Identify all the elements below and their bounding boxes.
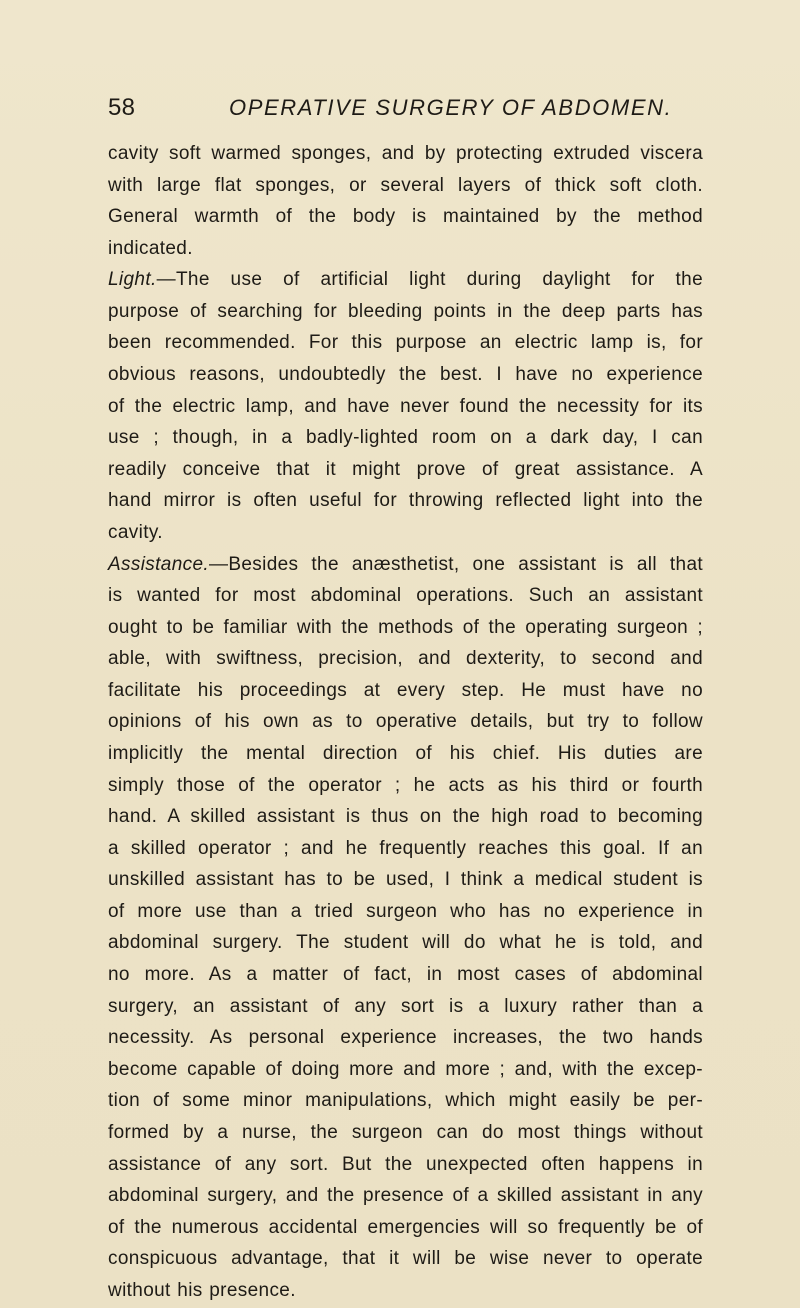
text-line: cavity.	[108, 521, 163, 543]
section-heading-light: Light.	[108, 269, 157, 291]
text-line: simply those of the operator ; he acts as his third or fourth	[108, 774, 703, 796]
text-line: become capable of doing more and more ; and, with the excep-	[108, 1058, 703, 1080]
text-line: readily conceive that it might prove of great assistance. A	[108, 458, 703, 480]
text-line: hand. A skilled assistant is thus on the high road to becoming	[108, 806, 703, 828]
page-number: 58	[108, 94, 136, 121]
text-line: conspicuous advantage, that it will be wise never to operate	[108, 1248, 703, 1270]
text-line: facilitate his proceedings at every step. He must have no	[108, 679, 703, 701]
text-line: hand mirror is often useful for throwing reflected light into the	[108, 490, 703, 512]
section-line-assistance	[108, 549, 703, 581]
text-line: without his presence.	[108, 1279, 296, 1301]
text-line: unskilled assistant has to be used, I think a medical student is	[108, 869, 703, 891]
text-line: indicated.	[108, 237, 193, 259]
section-line-light	[108, 264, 703, 296]
running-title: OPERATIVE SURGERY OF ABDOMEN.	[229, 95, 673, 120]
text-line: obvious reasons, undoubtedly the best. I have no experience	[108, 364, 703, 386]
text-line: implicitly the mental direction of his chief. His duties are	[108, 742, 703, 764]
text-line: of the numerous accidental emergencies will so frequently be of	[108, 1216, 703, 1238]
text-line: is wanted for most abdominal operations. Such an assistant	[108, 585, 703, 607]
text-line: cavity soft warmed sponges, and by protecting extruded viscera	[108, 143, 703, 164]
text-line: assistance of any sort. But the unexpected often happens in	[108, 1153, 703, 1175]
text-line: no more. As a matter of fact, in most cases of abdominal	[108, 964, 703, 986]
text-line: of more use than a tried surgeon who has no experience in	[108, 900, 703, 922]
text-line: a skilled operator ; and he frequently reaches this goal. If an	[108, 837, 703, 859]
text-line: abdominal surgery, and the presence of a skilled assistant in any	[108, 1185, 703, 1207]
text-line: surgery, an assistant of any sort is a luxury rather than a	[108, 995, 703, 1017]
text-line: of the electric lamp, and have never found the necessity for its	[108, 395, 703, 417]
text-line: ought to be familiar with the methods of the operating surgeon ;	[108, 616, 703, 638]
section-text-light: —The use of artificial light during daylight for the	[156, 269, 703, 291]
text-line: use ; though, in a badly-lighted room on a dark day, I can	[108, 427, 703, 449]
text-line: necessity. As personal experience increases, the two hands	[108, 1027, 703, 1049]
section-heading-assistance: Assistance.	[108, 553, 210, 575]
text-line: purpose of searching for bleeding points in the deep parts has	[108, 300, 703, 322]
text-line: able, with swiftness, precision, and dexterity, to second and	[108, 648, 703, 670]
page-header	[108, 94, 698, 126]
text-line: opinions of his own as to operative details, but try to follow	[108, 711, 703, 733]
text-line: with large flat sponges, or several layers of thick soft cloth.	[108, 174, 703, 196]
text-line: abdominal surgery. The student will do what he is told, and	[108, 932, 703, 954]
text-line: formed by a nurse, the surgeon can do most things without	[108, 1121, 703, 1143]
text-line: General warmth of the body is maintained by the method	[108, 206, 703, 228]
section-text-assistance: —Besides the anæsthetist, one assistant is all that	[209, 553, 703, 575]
text-line: been recommended. For this purpose an electric lamp is, for	[108, 332, 703, 354]
body-text	[108, 138, 703, 1306]
text-line: tion of some minor manipulations, which might easily be per-	[108, 1090, 703, 1112]
